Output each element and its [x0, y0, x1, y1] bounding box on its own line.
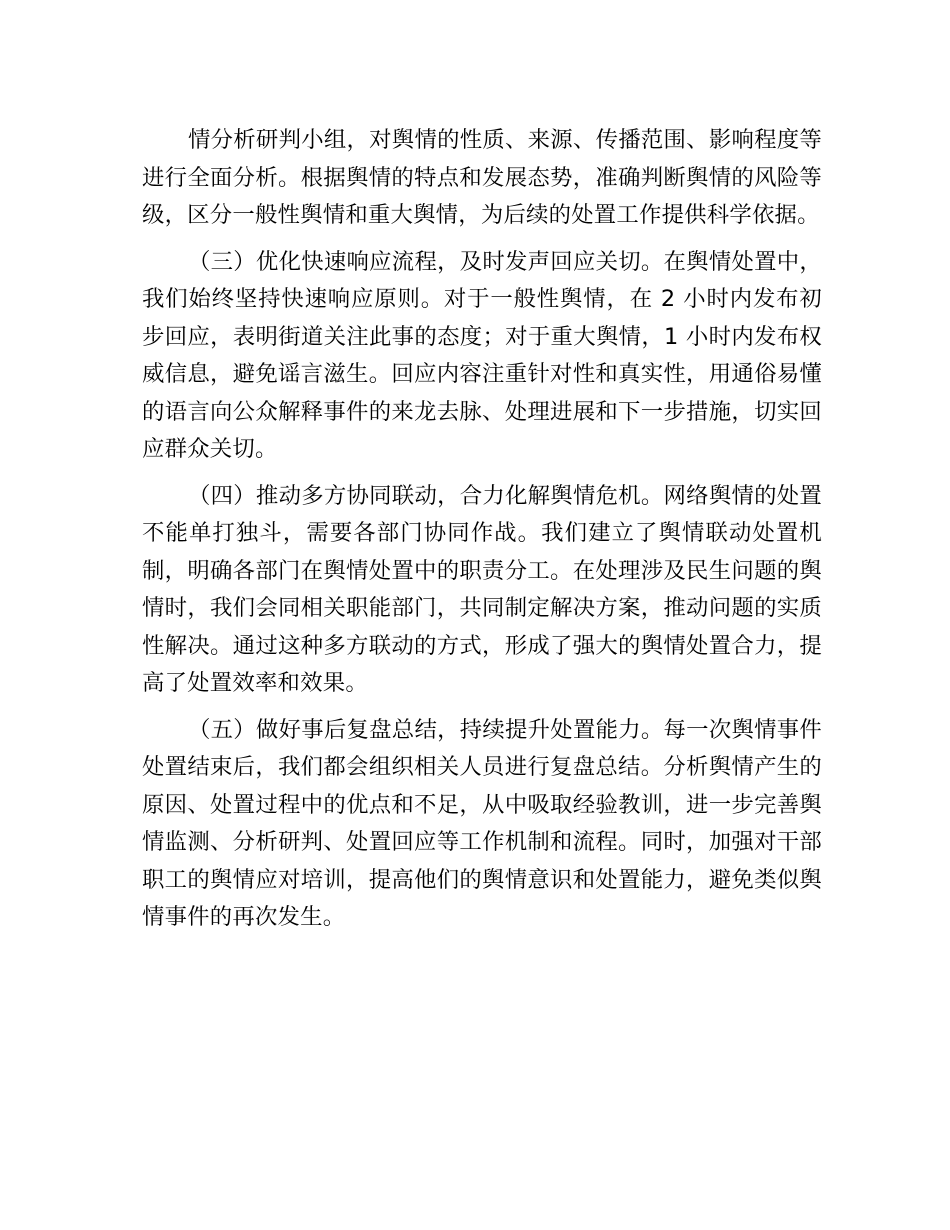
- paragraph-4: （五）做好事后复盘总结，持续提升处置能力。每一次舆情事件处置结束后，我们都会组织相关人员进行复盘总结。分析舆情产生的原因、处置过程中的优点和不足，从中吸取经验教训，进一步完善舆情监测、分析研判、处置回应等工作机制和流程。同时，加强对干部职工的舆情应对培训，提高他们的舆情意识和处置能力，避免类似舆情事件的再次发生。: [142, 716, 822, 930]
- paragraph-1: 情分析研判小组，对舆情的性质、来源、传播范围、影响程度等进行全面分析。根据舆情的特点和发展态势，准确判断舆情的风险等级，区分一般性舆情和重大舆情，为后续的处置工作提供科学依据。: [142, 127, 822, 228]
- paragraph-2: （三）优化快速响应流程，及时发声回应关切。在舆情处置中，我们始终坚持快速响应原则。对于一般性舆情，在 2 小时内发布初步回应，表明街道关注此事的态度；对于重大舆情，1 小时内发布权威信息，避免谣言滋生。回应内容注重针对性和真实性，用通俗易懂的语言向公众解释事件的来龙去脉、处理进展和下一步措施，切实回应群众关切。: [142, 248, 822, 462]
- paragraph-3: （四）推动多方协同联动，合力化解舆情危机。网络舆情的处置不能单打独斗，需要各部门协同作战。我们建立了舆情联动处置机制，明确各部门在舆情处置中的职责分工。在处理涉及民生问题的舆情时，我们会同相关职能部门，共同制定解决方案，推动问题的实质性解决。通过这种多方联动的方式，形成了强大的舆情处置合力，提高了处置效率和效果。: [142, 482, 822, 696]
- document-body: [142, 122, 822, 946]
